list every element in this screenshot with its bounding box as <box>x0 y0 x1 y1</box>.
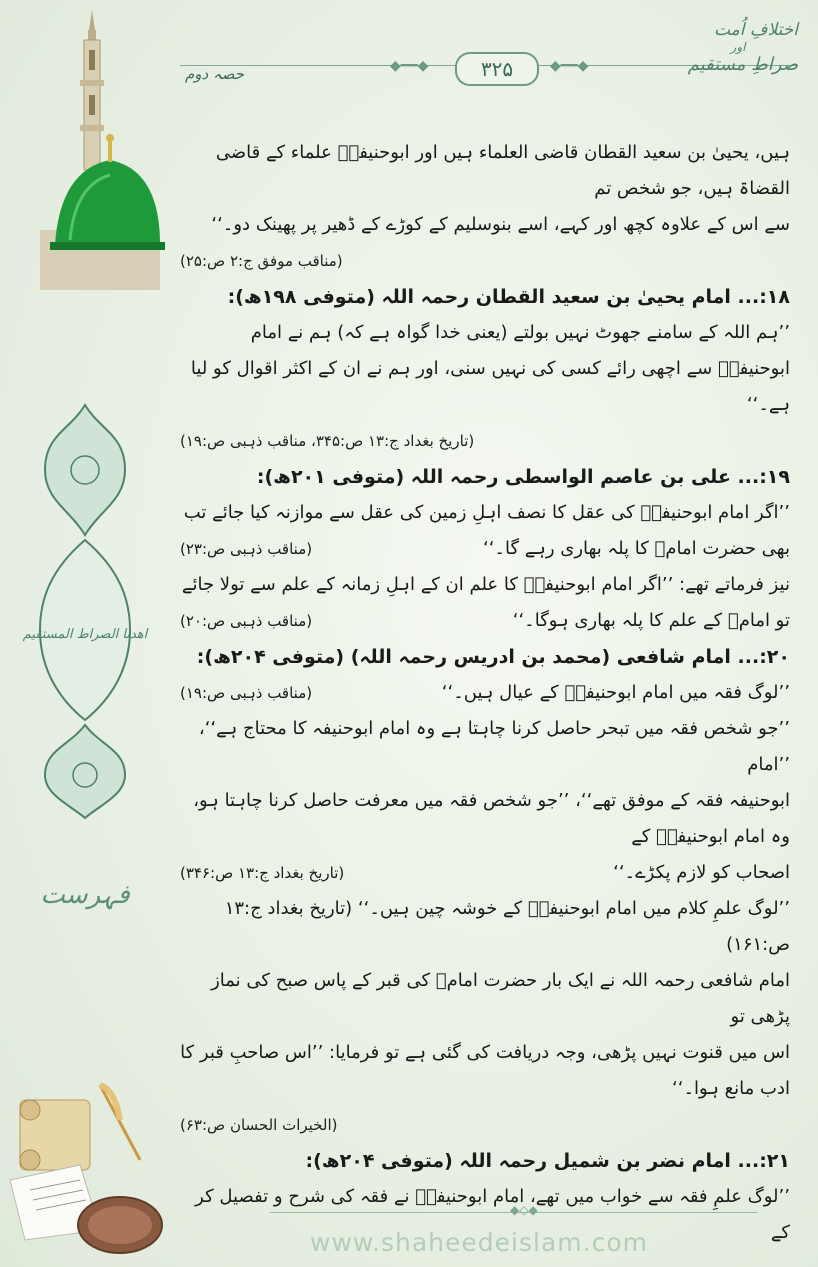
line-text: ۱۹:... علی بن عاصم الواسطی رحمہ اللہ (متوفی ۲۰۱ھ): <box>256 466 790 488</box>
book-title-line3: صراطِ مستقیم <box>687 54 798 75</box>
line-text: ’’لوگ علمِ کلام میں امام ابوحنیفہؒ کے خوشہ چین ہیں۔‘‘ (تاریخ بغداد ج:۱۳ ص:۱۶۱) <box>224 898 790 955</box>
book-title-line1: اختلافِ اُمت <box>713 20 798 40</box>
body-line <box>180 207 790 243</box>
body-line <box>180 315 790 351</box>
line-text: اصحاب کو لازم پکڑے۔‘‘ <box>613 862 790 883</box>
line-text: ’’اگر امام ابوحنیفہؒ کی عقل کا نصف اہلِ زمین کی عقل سے موازنہ کیا جائے تب <box>183 502 790 523</box>
index-link[interactable]: فہرست <box>40 880 130 910</box>
reference-line <box>180 243 790 279</box>
line-text: ابوحنیفہؒ سے اچھی رائے کسی کی نہیں سنی، اور ہم نے ان کے اکثر اقوال کو لیا ہے۔‘‘ <box>190 358 790 415</box>
body-line <box>180 855 790 891</box>
sidebar <box>0 0 160 1267</box>
line-text: ابوحنیفہ فقہ کے موفق تھے‘‘، ’’جو شخص فقہ میں معرفت حاصل کرنا چاہتا ہو، وہ امام ابوحنیفہؒ کے <box>193 790 790 847</box>
body-line <box>180 135 790 207</box>
page-number: ۳۲۵ <box>455 52 539 86</box>
line-text: (الخیرات الحسان ص:۶۳) <box>180 1116 338 1134</box>
body-line <box>180 711 790 783</box>
page-header <box>160 0 818 130</box>
body-line <box>180 1035 790 1107</box>
reference-inline: (مناقب ذہبی ص:۲۳) <box>180 540 313 558</box>
header-ornament-right: ◆━━◆ <box>550 58 589 74</box>
book-title <box>678 20 798 75</box>
line-text: ہیں، یحییٰ بن سعید القطان قاضی العلماء ہیں اور ابوحنیفہؒ علماء کے قاضی القضاۃ ہیں، جو شخص تم <box>215 142 790 199</box>
body-line <box>180 351 790 423</box>
line-text: تو امامؒ کے علم کا پلہ بھاری ہوگا۔‘‘ <box>512 610 790 631</box>
reference-line <box>180 423 790 459</box>
line-text: ’’ہم اللہ کے سامنے جھوٹ نہیں بولتے (یعنی خدا گواہ ہے کہ) ہم نے امام <box>250 322 790 343</box>
section-heading <box>180 459 790 495</box>
body-line <box>180 531 790 567</box>
section-label: حصہ دوم <box>185 65 245 83</box>
line-text: ۱۸:... امام یحییٰ بن سعید القطان رحمہ اللہ (متوفی ۱۹۸ھ): <box>227 286 790 308</box>
calligraphy-ornament <box>22 400 148 820</box>
line-text: نیز فرماتے تھے: ’’اگر امام ابوحنیفہؒ کا علم ان کے اہلِ زمانہ کے علم سے تولا جائے <box>181 574 790 595</box>
reference-inline: (تاریخ بغداد ج:۱۳ ص:۳۴۶) <box>180 864 345 882</box>
body-line <box>180 675 790 711</box>
body-line <box>180 603 790 639</box>
section-heading <box>180 1143 790 1179</box>
line-text: (تاریخ بغداد ج:۱۳ ص:۳۴۵، مناقب ذہبی ص:۱۹) <box>180 432 475 450</box>
header-ornament-left: ◆━━◆ <box>390 58 429 74</box>
footer-ornament: ◆◇◆ <box>510 1203 538 1217</box>
line-text: ’’لوگ علمِ فقہ سے خواب میں تھے، امام ابوحنیفہؒ نے فقہ کی شرح و تفصیل کر کے <box>195 1186 790 1243</box>
line-text: امام شافعی رحمہ اللہ نے ایک بار حضرت امامؒ کی قبر کے پاس صبح کی نماز پڑھی تو <box>211 970 790 1027</box>
line-text: ۲۰:... امام شافعی (محمد بن ادریس رحمہ اللہ) (متوفی ۲۰۴ھ): <box>196 646 790 668</box>
body-line <box>180 783 790 855</box>
reference-inline: (مناقب ذہبی ص:۱۹) <box>180 684 313 702</box>
body-line <box>180 891 790 963</box>
line-text: ’’جو شخص فقہ میں تبحر حاصل کرنا چاہتا ہے وہ امام ابوحنیفہ کا محتاج ہے‘‘، ’’امام <box>198 718 790 775</box>
body-line <box>180 495 790 531</box>
body-line <box>180 963 790 1035</box>
line-text: ’’لوگ فقہ میں امام ابوحنیفہؒ کے عیال ہیں۔‘‘ <box>441 682 790 703</box>
website-link[interactable]: www.shaheedeislam.com <box>310 1228 648 1257</box>
line-text: ۲۱:... امام نضر بن شمیل رحمہ اللہ (متوفی ۲۰۴ھ): <box>305 1150 790 1172</box>
ornament-text: اھدنا الصراط المستقیم <box>22 627 148 642</box>
line-text: بھی حضرت امامؒ کا پلہ بھاری رہے گا۔‘‘ <box>482 538 790 559</box>
line-text: (مناقب موفق ج:۲ ص:۲۵) <box>180 252 343 270</box>
section-heading <box>180 279 790 315</box>
body-line <box>180 567 790 603</box>
section-heading <box>180 639 790 675</box>
reference-line <box>180 1107 790 1143</box>
line-text: سے اس کے علاوہ کچھ اور کہے، اسے بنوسلیم کے کوڑے کے ڈھیر پر پھینک دو۔‘‘ <box>211 214 790 235</box>
green-dome-minaret-image <box>20 10 160 300</box>
line-text: اس میں قنوت نہیں پڑھی، وجہ دریافت کی گئی ہے تو فرمایا: ’’اس صاحبِ قبر کا ادب مانع ہوا۔‘‘ <box>180 1042 790 1099</box>
book-title-line2: اور <box>730 40 746 54</box>
reference-inline: (مناقب ذہبی ص:۲۰) <box>180 612 313 630</box>
page-footer <box>0 1200 818 1267</box>
